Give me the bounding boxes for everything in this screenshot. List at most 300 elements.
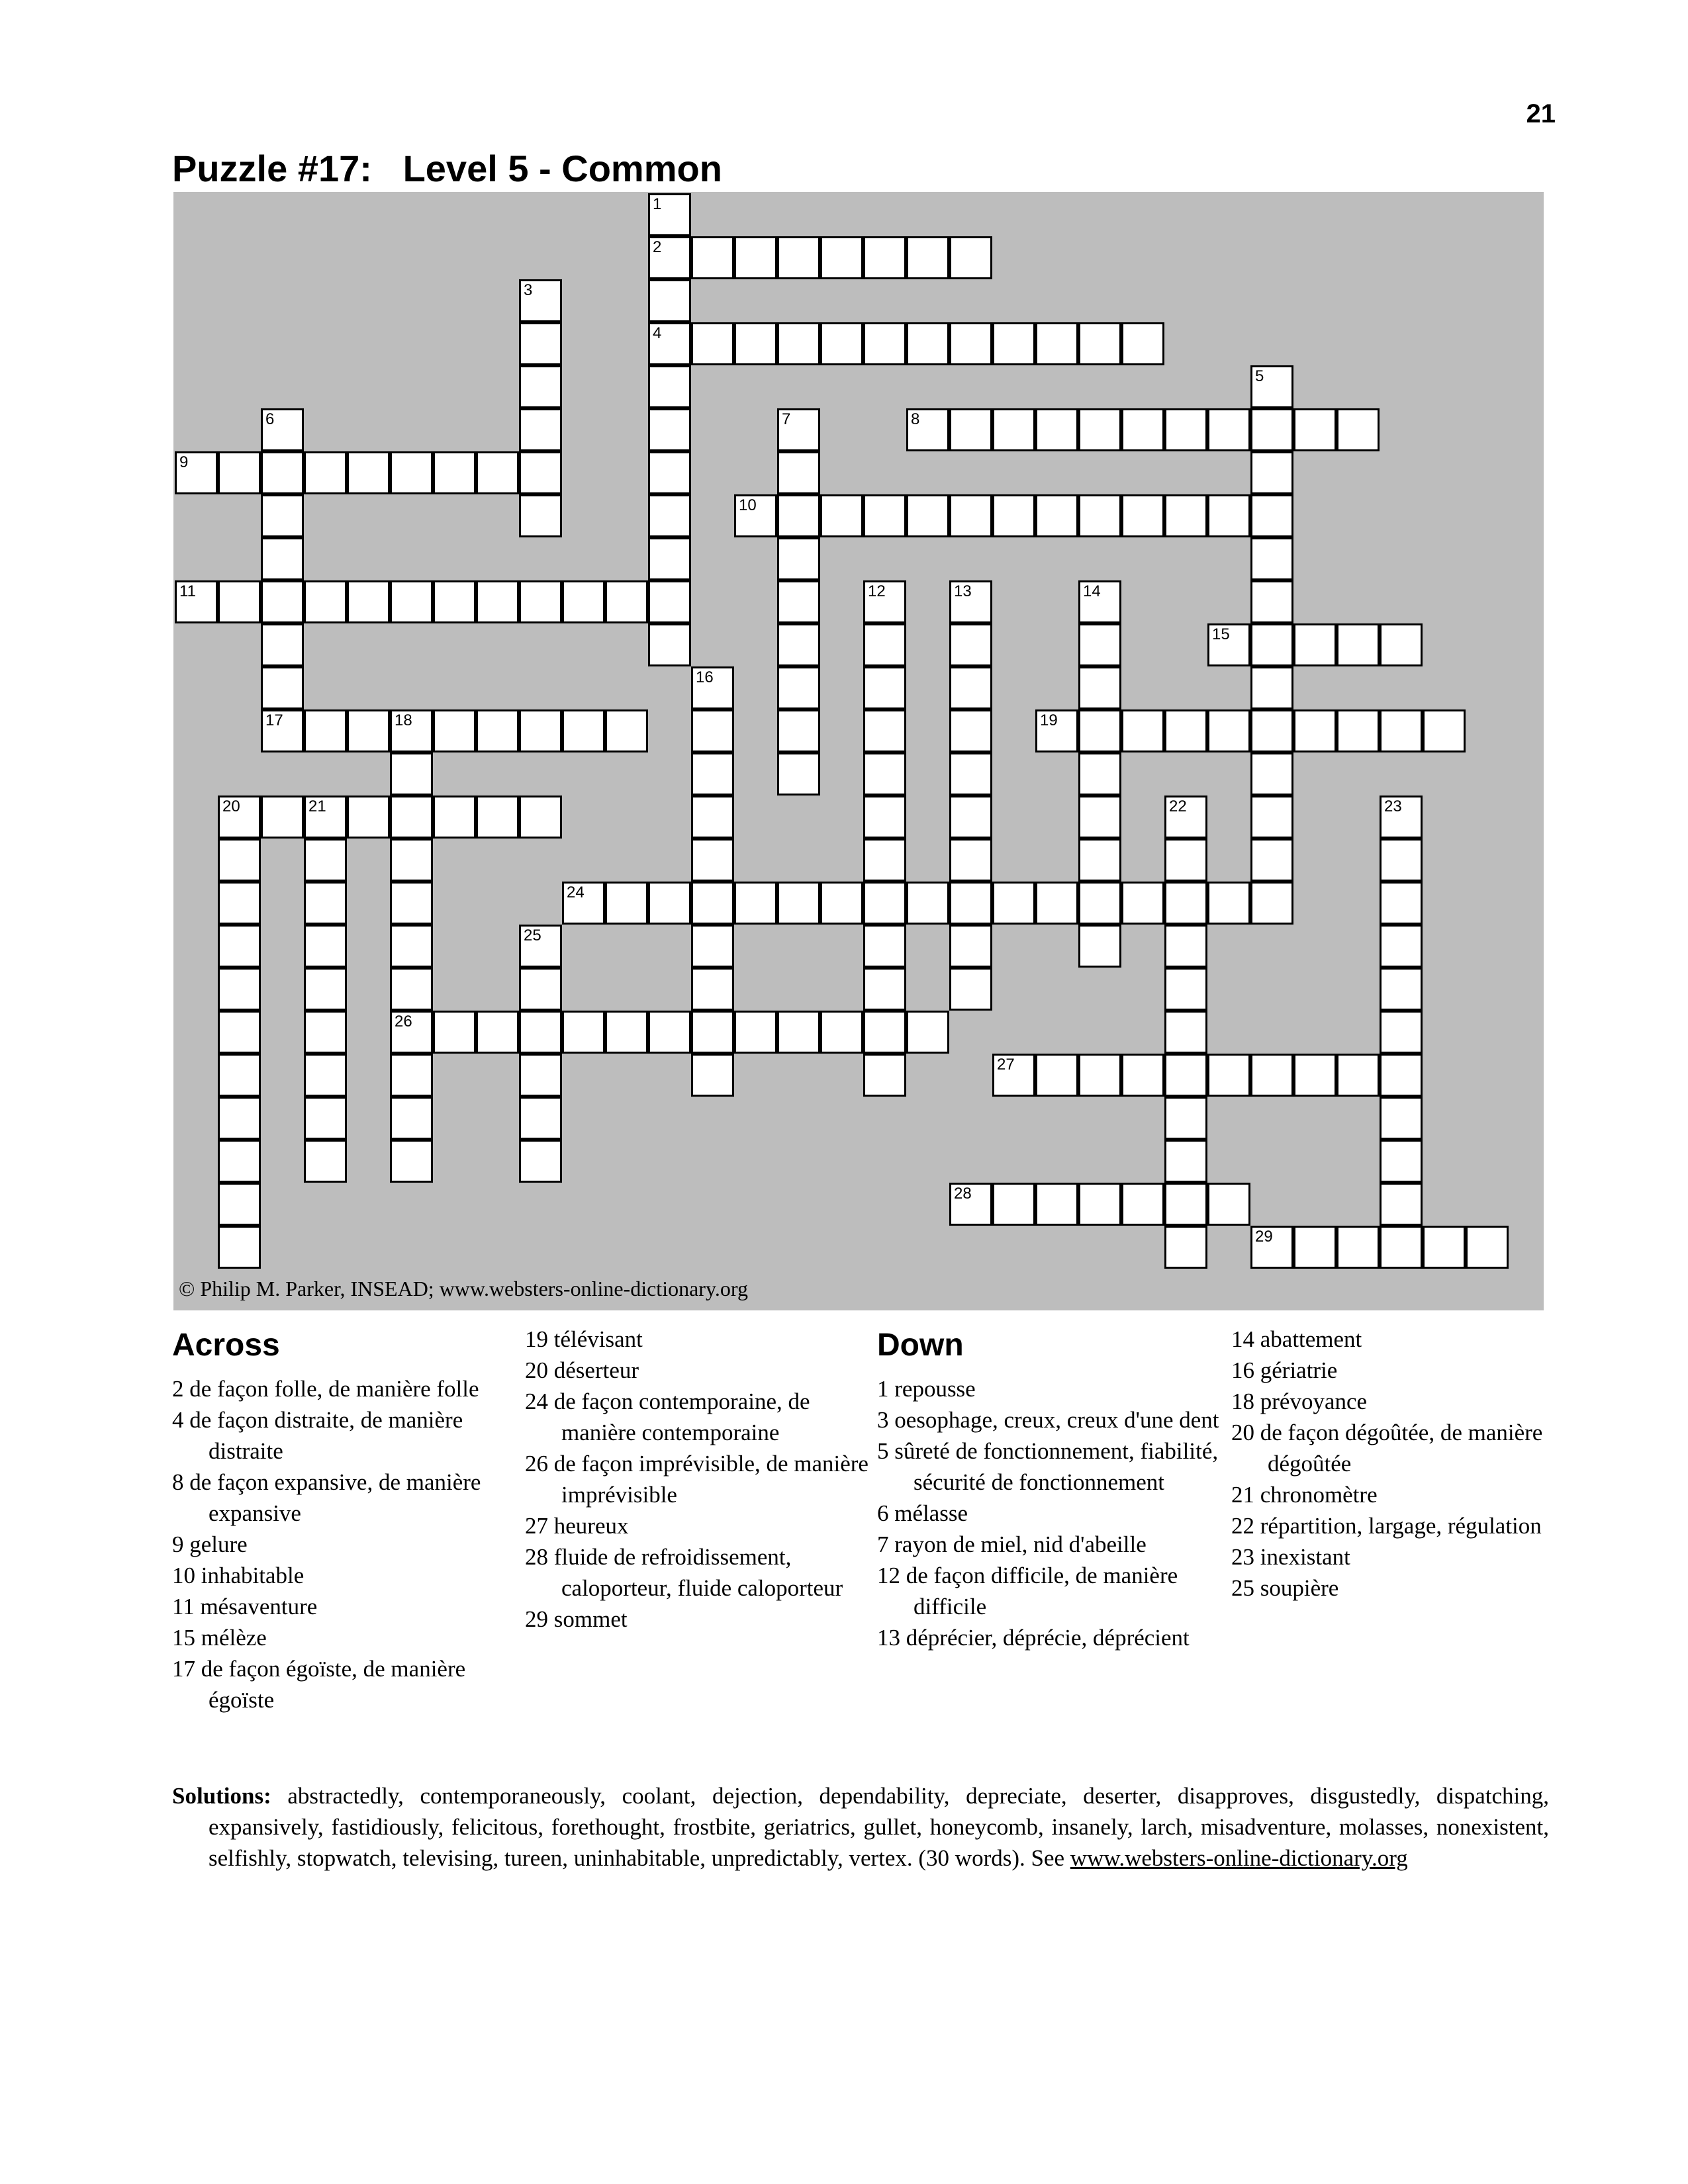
grid-cell[interactable] bbox=[1380, 796, 1423, 839]
grid-cell[interactable] bbox=[863, 925, 906, 968]
grid-cell[interactable] bbox=[519, 279, 562, 322]
grid-cell[interactable] bbox=[1121, 322, 1164, 365]
grid-cell[interactable] bbox=[691, 839, 734, 882]
grid-cell[interactable] bbox=[949, 236, 992, 279]
grid-cell[interactable] bbox=[906, 322, 949, 365]
grid-cell[interactable] bbox=[390, 580, 433, 623]
grid-cell[interactable] bbox=[1164, 839, 1207, 882]
down-clue: 23 inexistant bbox=[1231, 1544, 1350, 1570]
grid-cell[interactable] bbox=[691, 968, 734, 1011]
grid-cell[interactable] bbox=[218, 968, 261, 1011]
grid-cell[interactable] bbox=[734, 1011, 777, 1054]
grid-cell[interactable] bbox=[1121, 408, 1164, 451]
grid-cell[interactable] bbox=[1380, 1183, 1423, 1226]
grid-cell[interactable] bbox=[433, 1011, 476, 1054]
grid-cell[interactable] bbox=[1423, 1226, 1466, 1269]
grid-cell[interactable] bbox=[1164, 925, 1207, 968]
grid-cell[interactable] bbox=[519, 796, 562, 839]
grid-cell[interactable] bbox=[992, 408, 1035, 451]
across-clue: 17 de façon égoïste, de manière égoïste bbox=[172, 1656, 466, 1713]
grid-cell[interactable] bbox=[1121, 882, 1164, 925]
grid-cell[interactable] bbox=[519, 1054, 562, 1097]
grid-cell[interactable] bbox=[304, 839, 347, 882]
grid-cell[interactable] bbox=[949, 968, 992, 1011]
down-clue: 6 mélasse bbox=[877, 1500, 968, 1526]
grid-cell[interactable] bbox=[218, 839, 261, 882]
grid-cell[interactable] bbox=[1250, 537, 1293, 580]
cell-number: 22 bbox=[1169, 797, 1187, 815]
grid-cell[interactable] bbox=[1207, 709, 1250, 752]
grid-cell[interactable] bbox=[390, 796, 433, 839]
grid-cell[interactable] bbox=[691, 236, 734, 279]
grid-cell[interactable] bbox=[1423, 709, 1466, 752]
grid-cell[interactable] bbox=[777, 666, 820, 709]
grid-cell[interactable] bbox=[304, 1097, 347, 1140]
grid-cell[interactable] bbox=[691, 796, 734, 839]
solutions-link[interactable]: www.websters-online-dictionary.org bbox=[1070, 1845, 1408, 1871]
grid-cell[interactable] bbox=[1121, 1183, 1164, 1226]
grid-cell[interactable] bbox=[648, 451, 691, 494]
cell-number: 1 bbox=[653, 195, 662, 213]
grid-cell[interactable] bbox=[1293, 623, 1336, 666]
grid-cell[interactable] bbox=[519, 709, 562, 752]
grid-cell[interactable] bbox=[1293, 709, 1336, 752]
cell-number: 15 bbox=[1212, 625, 1230, 643]
grid-cell[interactable] bbox=[1250, 752, 1293, 796]
grid-cell[interactable] bbox=[1207, 494, 1250, 537]
grid-cell[interactable] bbox=[1164, 1183, 1207, 1226]
grid-cell[interactable] bbox=[1035, 1183, 1078, 1226]
grid-cell[interactable] bbox=[777, 537, 820, 580]
grid-cell[interactable] bbox=[992, 882, 1035, 925]
grid-cell[interactable] bbox=[1250, 666, 1293, 709]
cell-number: 6 bbox=[265, 410, 275, 428]
grid-cell[interactable] bbox=[820, 494, 863, 537]
grid-cell[interactable] bbox=[1035, 882, 1078, 925]
grid-cell[interactable] bbox=[1336, 1054, 1380, 1097]
grid-cell[interactable] bbox=[1035, 408, 1078, 451]
grid-cell[interactable] bbox=[1164, 1054, 1207, 1097]
grid-cell[interactable] bbox=[476, 796, 519, 839]
grid-cell[interactable] bbox=[648, 322, 691, 365]
across-clue: 4 de façon distraite, de manière distraite bbox=[172, 1407, 463, 1464]
cell-number: 14 bbox=[1083, 582, 1101, 600]
grid-cell[interactable] bbox=[906, 236, 949, 279]
solutions-section bbox=[172, 1780, 1549, 1874]
grid-cell[interactable] bbox=[562, 709, 605, 752]
across-clue-list-2 bbox=[525, 1324, 869, 1635]
grid-cell[interactable] bbox=[949, 796, 992, 839]
down-clue: 18 prévoyance bbox=[1231, 1388, 1368, 1414]
grid-cell[interactable] bbox=[519, 1140, 562, 1183]
cell-number: 18 bbox=[395, 711, 412, 729]
grid-cell[interactable] bbox=[777, 752, 820, 796]
grid-cell[interactable] bbox=[777, 623, 820, 666]
grid-cell[interactable] bbox=[648, 494, 691, 537]
grid-cell[interactable] bbox=[390, 752, 433, 796]
grid-cell[interactable] bbox=[1466, 1226, 1509, 1269]
across-clue: 15 mélèze bbox=[172, 1625, 267, 1651]
grid-cell[interactable] bbox=[218, 1054, 261, 1097]
grid-cell[interactable] bbox=[1078, 1054, 1121, 1097]
grid-cell[interactable] bbox=[1164, 1226, 1207, 1269]
grid-cell[interactable] bbox=[949, 408, 992, 451]
grid-cell[interactable] bbox=[304, 882, 347, 925]
grid-cell[interactable] bbox=[1207, 1183, 1250, 1226]
grid-cell[interactable] bbox=[1380, 1054, 1423, 1097]
grid-cell[interactable] bbox=[1164, 1011, 1207, 1054]
grid-cell[interactable] bbox=[175, 451, 218, 494]
across-clue-list-1 bbox=[172, 1373, 516, 1715]
grid-cell[interactable] bbox=[562, 1011, 605, 1054]
across-clue: 26 de façon imprévisible, de manière imprévisible bbox=[525, 1451, 868, 1508]
grid-cell[interactable] bbox=[1336, 623, 1380, 666]
grid-cell[interactable] bbox=[304, 1011, 347, 1054]
grid-cell[interactable] bbox=[304, 1054, 347, 1097]
grid-cell[interactable] bbox=[261, 666, 304, 709]
grid-cell[interactable] bbox=[691, 322, 734, 365]
grid-cell[interactable] bbox=[218, 1011, 261, 1054]
grid-cell[interactable] bbox=[1078, 580, 1121, 623]
grid-cell[interactable] bbox=[906, 882, 949, 925]
grid-cell[interactable] bbox=[734, 494, 777, 537]
grid-cell[interactable] bbox=[734, 322, 777, 365]
grid-cell[interactable] bbox=[648, 1011, 691, 1054]
grid-cell[interactable] bbox=[1164, 1140, 1207, 1183]
grid-cell[interactable] bbox=[992, 1183, 1035, 1226]
grid-cell[interactable] bbox=[390, 968, 433, 1011]
grid-cell[interactable] bbox=[648, 580, 691, 623]
grid-cell[interactable] bbox=[1164, 494, 1207, 537]
grid-cell[interactable] bbox=[476, 1011, 519, 1054]
across-clue: 20 déserteur bbox=[525, 1357, 639, 1383]
grid-cell[interactable] bbox=[1380, 1226, 1423, 1269]
grid-cell[interactable] bbox=[1164, 796, 1207, 839]
grid-cell[interactable] bbox=[1078, 408, 1121, 451]
grid-cell[interactable] bbox=[1164, 1097, 1207, 1140]
grid-cell[interactable] bbox=[863, 968, 906, 1011]
grid-cell[interactable] bbox=[1164, 408, 1207, 451]
grid-cell[interactable] bbox=[1250, 1054, 1293, 1097]
grid-cell[interactable] bbox=[519, 968, 562, 1011]
grid-cell[interactable] bbox=[949, 709, 992, 752]
grid-cell[interactable] bbox=[1250, 1226, 1293, 1269]
down-clue: 13 déprécier, déprécie, déprécient bbox=[877, 1625, 1190, 1651]
grid-cell[interactable] bbox=[691, 1054, 734, 1097]
grid-cell[interactable] bbox=[648, 365, 691, 408]
grid-cell[interactable] bbox=[863, 839, 906, 882]
grid-cell[interactable] bbox=[1380, 1011, 1423, 1054]
grid-cell[interactable] bbox=[261, 494, 304, 537]
grid-cell[interactable] bbox=[648, 623, 691, 666]
grid-cell[interactable] bbox=[1121, 1054, 1164, 1097]
across-clue: 11 mésaventure bbox=[172, 1594, 318, 1619]
grid-cell[interactable] bbox=[1250, 839, 1293, 882]
grid-cell[interactable] bbox=[1250, 365, 1293, 408]
down-clue-list-2 bbox=[1231, 1324, 1575, 1604]
grid-cell[interactable] bbox=[863, 322, 906, 365]
grid-cell[interactable] bbox=[519, 451, 562, 494]
grid-cell[interactable] bbox=[519, 925, 562, 968]
grid-cell[interactable] bbox=[863, 494, 906, 537]
grid-cell[interactable] bbox=[390, 709, 433, 752]
grid-cell[interactable] bbox=[906, 1011, 949, 1054]
grid-cell[interactable] bbox=[261, 537, 304, 580]
cell-number: 28 bbox=[954, 1185, 972, 1203]
grid-cell[interactable] bbox=[691, 709, 734, 752]
grid-cell[interactable] bbox=[648, 882, 691, 925]
cell-number: 7 bbox=[782, 410, 791, 428]
grid-cell[interactable] bbox=[1078, 709, 1121, 752]
grid-cell[interactable] bbox=[218, 1140, 261, 1183]
grid-cell[interactable] bbox=[390, 451, 433, 494]
grid-cell[interactable] bbox=[691, 666, 734, 709]
grid-cell[interactable] bbox=[863, 580, 906, 623]
grid-cell[interactable] bbox=[777, 882, 820, 925]
grid-cell[interactable] bbox=[1250, 709, 1293, 752]
grid-cell[interactable] bbox=[347, 796, 390, 839]
grid-cell[interactable] bbox=[949, 925, 992, 968]
grid-cell[interactable] bbox=[304, 580, 347, 623]
grid-cell[interactable] bbox=[261, 580, 304, 623]
grid-cell[interactable] bbox=[347, 451, 390, 494]
puzzle-title: Puzzle #17: Level 5 - Common bbox=[172, 148, 722, 189]
grid-cell[interactable] bbox=[648, 236, 691, 279]
grid-cell[interactable] bbox=[1250, 882, 1293, 925]
grid-cell[interactable] bbox=[1035, 709, 1078, 752]
down-clue: 22 répartition, largage, régulation bbox=[1231, 1513, 1542, 1539]
grid-cell[interactable] bbox=[1078, 623, 1121, 666]
grid-cell[interactable] bbox=[949, 623, 992, 666]
grid-cell[interactable] bbox=[906, 408, 949, 451]
grid-cell[interactable] bbox=[992, 1054, 1035, 1097]
grid-cell[interactable] bbox=[218, 1183, 261, 1226]
grid-cell[interactable] bbox=[1207, 882, 1250, 925]
grid-cell[interactable] bbox=[1078, 882, 1121, 925]
grid-cell[interactable] bbox=[863, 623, 906, 666]
cell-number: 3 bbox=[524, 281, 533, 299]
grid-cell[interactable] bbox=[863, 882, 906, 925]
grid-cell[interactable] bbox=[605, 1011, 648, 1054]
grid-cell[interactable] bbox=[949, 1183, 992, 1226]
grid-cell[interactable] bbox=[1207, 1054, 1250, 1097]
grid-cell[interactable] bbox=[261, 623, 304, 666]
grid-cell[interactable] bbox=[605, 580, 648, 623]
grid-cell[interactable] bbox=[476, 709, 519, 752]
grid-cell[interactable] bbox=[218, 1226, 261, 1269]
grid-cell[interactable] bbox=[949, 494, 992, 537]
grid-cell[interactable] bbox=[433, 796, 476, 839]
grid-cell[interactable] bbox=[734, 236, 777, 279]
grid-cell[interactable] bbox=[1078, 1183, 1121, 1226]
grid-cell[interactable] bbox=[519, 365, 562, 408]
grid-cell[interactable] bbox=[390, 882, 433, 925]
grid-cell[interactable] bbox=[648, 279, 691, 322]
grid-cell[interactable] bbox=[562, 882, 605, 925]
crossword-grid bbox=[173, 192, 1544, 1310]
grid-cell[interactable] bbox=[1207, 408, 1250, 451]
grid-cell[interactable] bbox=[433, 451, 476, 494]
grid-cell[interactable] bbox=[777, 709, 820, 752]
grid-cell[interactable] bbox=[218, 882, 261, 925]
grid-cell[interactable] bbox=[691, 882, 734, 925]
grid-cell[interactable] bbox=[1035, 322, 1078, 365]
grid-cell[interactable] bbox=[1078, 322, 1121, 365]
grid-cell[interactable] bbox=[1380, 709, 1423, 752]
grid-cell[interactable] bbox=[218, 925, 261, 968]
grid-cell[interactable] bbox=[1035, 494, 1078, 537]
grid-cell[interactable] bbox=[1121, 709, 1164, 752]
grid-cell[interactable] bbox=[1078, 839, 1121, 882]
grid-cell[interactable] bbox=[519, 408, 562, 451]
grid-cell[interactable] bbox=[519, 1011, 562, 1054]
grid-cell[interactable] bbox=[390, 1011, 433, 1054]
grid-cell[interactable] bbox=[648, 193, 691, 236]
grid-cell[interactable] bbox=[1293, 1226, 1336, 1269]
grid-cell[interactable] bbox=[777, 580, 820, 623]
grid-cell[interactable] bbox=[1035, 1054, 1078, 1097]
cell-number: 21 bbox=[308, 797, 326, 815]
grid-cell[interactable] bbox=[218, 1097, 261, 1140]
grid-cell[interactable] bbox=[648, 537, 691, 580]
grid-cell[interactable] bbox=[1380, 1097, 1423, 1140]
grid-cell[interactable] bbox=[949, 580, 992, 623]
grid-cell[interactable] bbox=[390, 925, 433, 968]
grid-cell[interactable] bbox=[261, 709, 304, 752]
grid-cell[interactable] bbox=[433, 580, 476, 623]
grid-cell[interactable] bbox=[1121, 494, 1164, 537]
grid-cell[interactable] bbox=[605, 709, 648, 752]
grid-cell[interactable] bbox=[992, 322, 1035, 365]
grid-cell[interactable] bbox=[304, 709, 347, 752]
grid-cell[interactable] bbox=[734, 882, 777, 925]
grid-cell[interactable] bbox=[949, 752, 992, 796]
grid-cell[interactable] bbox=[820, 322, 863, 365]
grid-cell[interactable] bbox=[1250, 580, 1293, 623]
grid-cell[interactable] bbox=[777, 322, 820, 365]
grid-cell[interactable] bbox=[863, 752, 906, 796]
grid-cell[interactable] bbox=[1078, 666, 1121, 709]
grid-cell[interactable] bbox=[777, 1011, 820, 1054]
grid-cell[interactable] bbox=[648, 408, 691, 451]
grid-cell[interactable] bbox=[261, 796, 304, 839]
grid-cell[interactable] bbox=[949, 839, 992, 882]
grid-cell[interactable] bbox=[777, 494, 820, 537]
cell-number: 20 bbox=[222, 797, 240, 815]
grid-cell[interactable] bbox=[949, 882, 992, 925]
grid-cell[interactable] bbox=[863, 236, 906, 279]
grid-cell[interactable] bbox=[1380, 623, 1423, 666]
grid-cell[interactable] bbox=[1336, 408, 1380, 451]
grid-cell[interactable] bbox=[1078, 925, 1121, 968]
grid-cell[interactable] bbox=[1078, 752, 1121, 796]
grid-cell[interactable] bbox=[1293, 1054, 1336, 1097]
grid-cell[interactable] bbox=[1336, 1226, 1380, 1269]
grid-cell[interactable] bbox=[605, 882, 648, 925]
grid-cell[interactable] bbox=[691, 752, 734, 796]
grid-cell[interactable] bbox=[863, 709, 906, 752]
grid-cell[interactable] bbox=[1078, 796, 1121, 839]
grid-cell[interactable] bbox=[906, 494, 949, 537]
grid-cell[interactable] bbox=[261, 408, 304, 451]
grid-cell[interactable] bbox=[519, 322, 562, 365]
grid-cell[interactable] bbox=[1250, 623, 1293, 666]
grid-cell[interactable] bbox=[519, 494, 562, 537]
grid-cell[interactable] bbox=[949, 322, 992, 365]
grid-cell[interactable] bbox=[261, 451, 304, 494]
grid-cell[interactable] bbox=[476, 451, 519, 494]
grid-cell[interactable] bbox=[1078, 494, 1121, 537]
grid-cell[interactable] bbox=[304, 451, 347, 494]
grid-cell[interactable] bbox=[1250, 408, 1293, 451]
grid-cell[interactable] bbox=[390, 1054, 433, 1097]
grid-cell[interactable] bbox=[519, 1097, 562, 1140]
grid-cell[interactable] bbox=[777, 236, 820, 279]
grid-cell[interactable] bbox=[863, 666, 906, 709]
grid-cell[interactable] bbox=[1293, 408, 1336, 451]
grid-cell[interactable] bbox=[1380, 839, 1423, 882]
grid-cell[interactable] bbox=[1380, 882, 1423, 925]
grid-cell[interactable] bbox=[433, 709, 476, 752]
grid-cell[interactable] bbox=[519, 580, 562, 623]
grid-cell[interactable] bbox=[390, 839, 433, 882]
grid-cell[interactable] bbox=[347, 580, 390, 623]
grid-cell[interactable] bbox=[863, 796, 906, 839]
grid-cell[interactable] bbox=[1250, 494, 1293, 537]
grid-cell[interactable] bbox=[304, 925, 347, 968]
grid-cell[interactable] bbox=[175, 580, 218, 623]
grid-cell[interactable] bbox=[1164, 709, 1207, 752]
grid-cell[interactable] bbox=[1380, 968, 1423, 1011]
grid-cell[interactable] bbox=[347, 709, 390, 752]
grid-cell[interactable] bbox=[777, 408, 820, 451]
across-clue: 9 gelure bbox=[172, 1531, 248, 1557]
grid-cell[interactable] bbox=[691, 925, 734, 968]
grid-cell[interactable] bbox=[476, 580, 519, 623]
grid-cell[interactable] bbox=[1164, 882, 1207, 925]
grid-cell[interactable] bbox=[777, 451, 820, 494]
grid-cell[interactable] bbox=[390, 1097, 433, 1140]
grid-cell[interactable] bbox=[949, 666, 992, 709]
grid-cell[interactable] bbox=[691, 1011, 734, 1054]
grid-cell[interactable] bbox=[218, 451, 261, 494]
down-clue: 1 repousse bbox=[877, 1376, 976, 1402]
grid-cell[interactable] bbox=[1250, 451, 1293, 494]
cell-number: 8 bbox=[911, 410, 920, 428]
grid-cell[interactable] bbox=[1336, 709, 1380, 752]
grid-cell[interactable] bbox=[218, 580, 261, 623]
grid-cell[interactable] bbox=[1207, 623, 1250, 666]
down-clue: 5 sûreté de fonctionnement, fiabilité, sécurité de fonctionnement bbox=[877, 1438, 1219, 1495]
grid-cell[interactable] bbox=[562, 580, 605, 623]
grid-cell[interactable] bbox=[390, 1140, 433, 1183]
grid-cell[interactable] bbox=[863, 1011, 906, 1054]
grid-cell[interactable] bbox=[218, 796, 261, 839]
grid-cell[interactable] bbox=[1250, 796, 1293, 839]
grid-cell[interactable] bbox=[820, 236, 863, 279]
grid-cell[interactable] bbox=[1380, 925, 1423, 968]
grid-cell[interactable] bbox=[820, 882, 863, 925]
grid-cell[interactable] bbox=[820, 1011, 863, 1054]
grid-cell[interactable] bbox=[992, 494, 1035, 537]
grid-cell[interactable] bbox=[1164, 968, 1207, 1011]
grid-cell[interactable] bbox=[1380, 1140, 1423, 1183]
down-clue: 20 de façon dégoûtée, de manière dégoûtée bbox=[1231, 1420, 1543, 1477]
grid-cell[interactable] bbox=[304, 1140, 347, 1183]
grid-cell[interactable] bbox=[304, 796, 347, 839]
grid-cell[interactable] bbox=[863, 1054, 906, 1097]
grid-cell[interactable] bbox=[304, 968, 347, 1011]
